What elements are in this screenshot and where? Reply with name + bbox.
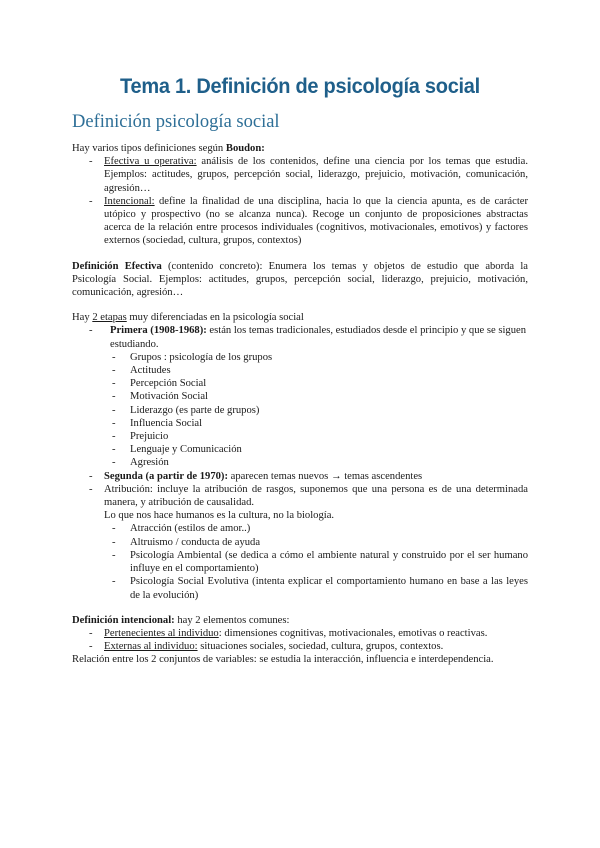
- atribucion-note: Lo que nos hace humanos es la cultura, no la biología.: [104, 510, 335, 522]
- def-intencional-text: hay 2 elementos comunes:: [174, 614, 290, 626]
- segunda-bold: Segunda (a partir de 1970):: [104, 470, 228, 482]
- primera-text: están los temas tradicionales, estudiados desde el principio y que se siguen estudiando.: [110, 325, 526, 350]
- etapas-paragraph: [72, 311, 528, 324]
- etapas-list-cont: [72, 470, 528, 510]
- item-text: define la finalidad de una disciplina, hacia lo que la ciencia apunta, es de carácter utópico y prospectivo (no se alcanza nunca). Recoge un conjunto de proposiciones abstractas acerca de la relación entre procesos individuales (cognitivos, motivacionales, emotivos) y factores externos (sociedad, cultura, grupos, contextos): [104, 195, 528, 247]
- item-label: Externas al individuo:: [104, 641, 198, 653]
- etapas-underlined: 2 etapas: [92, 312, 127, 324]
- def-efectiva-text: (contenido concreto): Enumera los temas y objetos de estudio que aborda la Psicología Social. Ejemplos: actitudes, grupos, percepción social, liderazgo, prejuicio, motivación, comunicación, agresión…: [72, 260, 528, 299]
- def-intencional-bold: Definición intencional:: [72, 614, 175, 626]
- list-item: - Actitudes: [72, 364, 528, 377]
- intencional-list: [72, 627, 528, 653]
- def-intencional-paragraph: [72, 614, 528, 627]
- intro-bold: Boudon:: [225, 143, 265, 154]
- primera-topics-list: [72, 351, 528, 470]
- list-item-atribucion: [72, 483, 528, 509]
- section-heading: Definición psicología social: [72, 112, 280, 132]
- list-item: - Motivación Social: [72, 390, 528, 403]
- item-label: Efectiva u operativa:: [104, 156, 197, 168]
- spacer: [72, 602, 528, 614]
- item-text: análisis de los contenidos, define una ciencia por los temas que estudia. Ejemplos: actitudes, grupos, percepción social, liderazgo, prejuicio, motivación, comunicación, agresión…: [104, 156, 528, 194]
- list-item: - Agresión: [72, 456, 528, 469]
- list-item: - Psicología Ambiental (se dedica a cómo el ambiente natural y construido por el ser humano influye en el comportamiento): [72, 549, 528, 575]
- etapas-list: [72, 324, 528, 350]
- list-item: [72, 627, 528, 640]
- list-item: - Altruismo / conducta de ayuda: [72, 536, 528, 549]
- item-label: Pertenecientes al individuo: [104, 627, 219, 639]
- list-item-primera: [72, 324, 528, 350]
- document-body: [72, 142, 528, 667]
- list-item: - Psicología Social Evolutiva (intenta explicar el comportamiento humano en base a las leyes de la evolución): [72, 575, 528, 601]
- list-item: - Liderazgo (es parte de grupos): [72, 404, 528, 417]
- def-efectiva-bold: Definición Efectiva: [72, 260, 162, 272]
- list-item: [72, 640, 528, 653]
- segunda-topics-list: [72, 522, 528, 601]
- list-item: - Atracción (estilos de amor..): [72, 522, 528, 535]
- atribucion-text: Atribución: incluye la atribución de rasgos, suponemos que una persona es de una determinada manera, y atribución de causalidad.: [104, 483, 528, 509]
- list-item: - Lenguaje y Comunicación: [72, 443, 528, 456]
- def-efectiva-paragraph: [72, 260, 528, 300]
- page-title: Tema 1. Definición de psicología social: [120, 74, 480, 98]
- spacer: [72, 248, 528, 260]
- etapas-pre: Hay: [72, 312, 93, 324]
- list-item: - Percepción Social: [72, 377, 528, 390]
- item-label: Intencional:: [104, 195, 155, 207]
- spacer: [72, 299, 528, 311]
- intro-text: Hay varios tipos definiciones según: [72, 143, 226, 154]
- relacion-paragraph: Relación entre los 2 conjuntos de variables: se estudia la interacción, influencia e interdependencia.: [72, 654, 494, 666]
- item-text: : dimensiones cognitivas, motivacionales, emotivas o reactivas.: [218, 627, 488, 639]
- list-item: [72, 195, 528, 248]
- item-text: situaciones sociales, sociedad, cultura, grupos, contextos.: [197, 641, 444, 653]
- primera-bold: Primera (1908-1968):: [110, 325, 207, 337]
- segunda-text: aparecen temas nuevos → temas ascendentes: [228, 470, 423, 482]
- list-item: - Influencia Social: [72, 417, 528, 430]
- boudon-list: [72, 155, 528, 247]
- intro-paragraph: [72, 142, 528, 155]
- list-item: - Prejuicio: [72, 430, 528, 443]
- etapas-post: muy diferenciadas en la psicología social: [126, 312, 304, 324]
- list-item: [72, 155, 528, 195]
- list-item-segunda: [72, 470, 528, 483]
- list-item: - Grupos : psicología de los grupos: [72, 351, 528, 364]
